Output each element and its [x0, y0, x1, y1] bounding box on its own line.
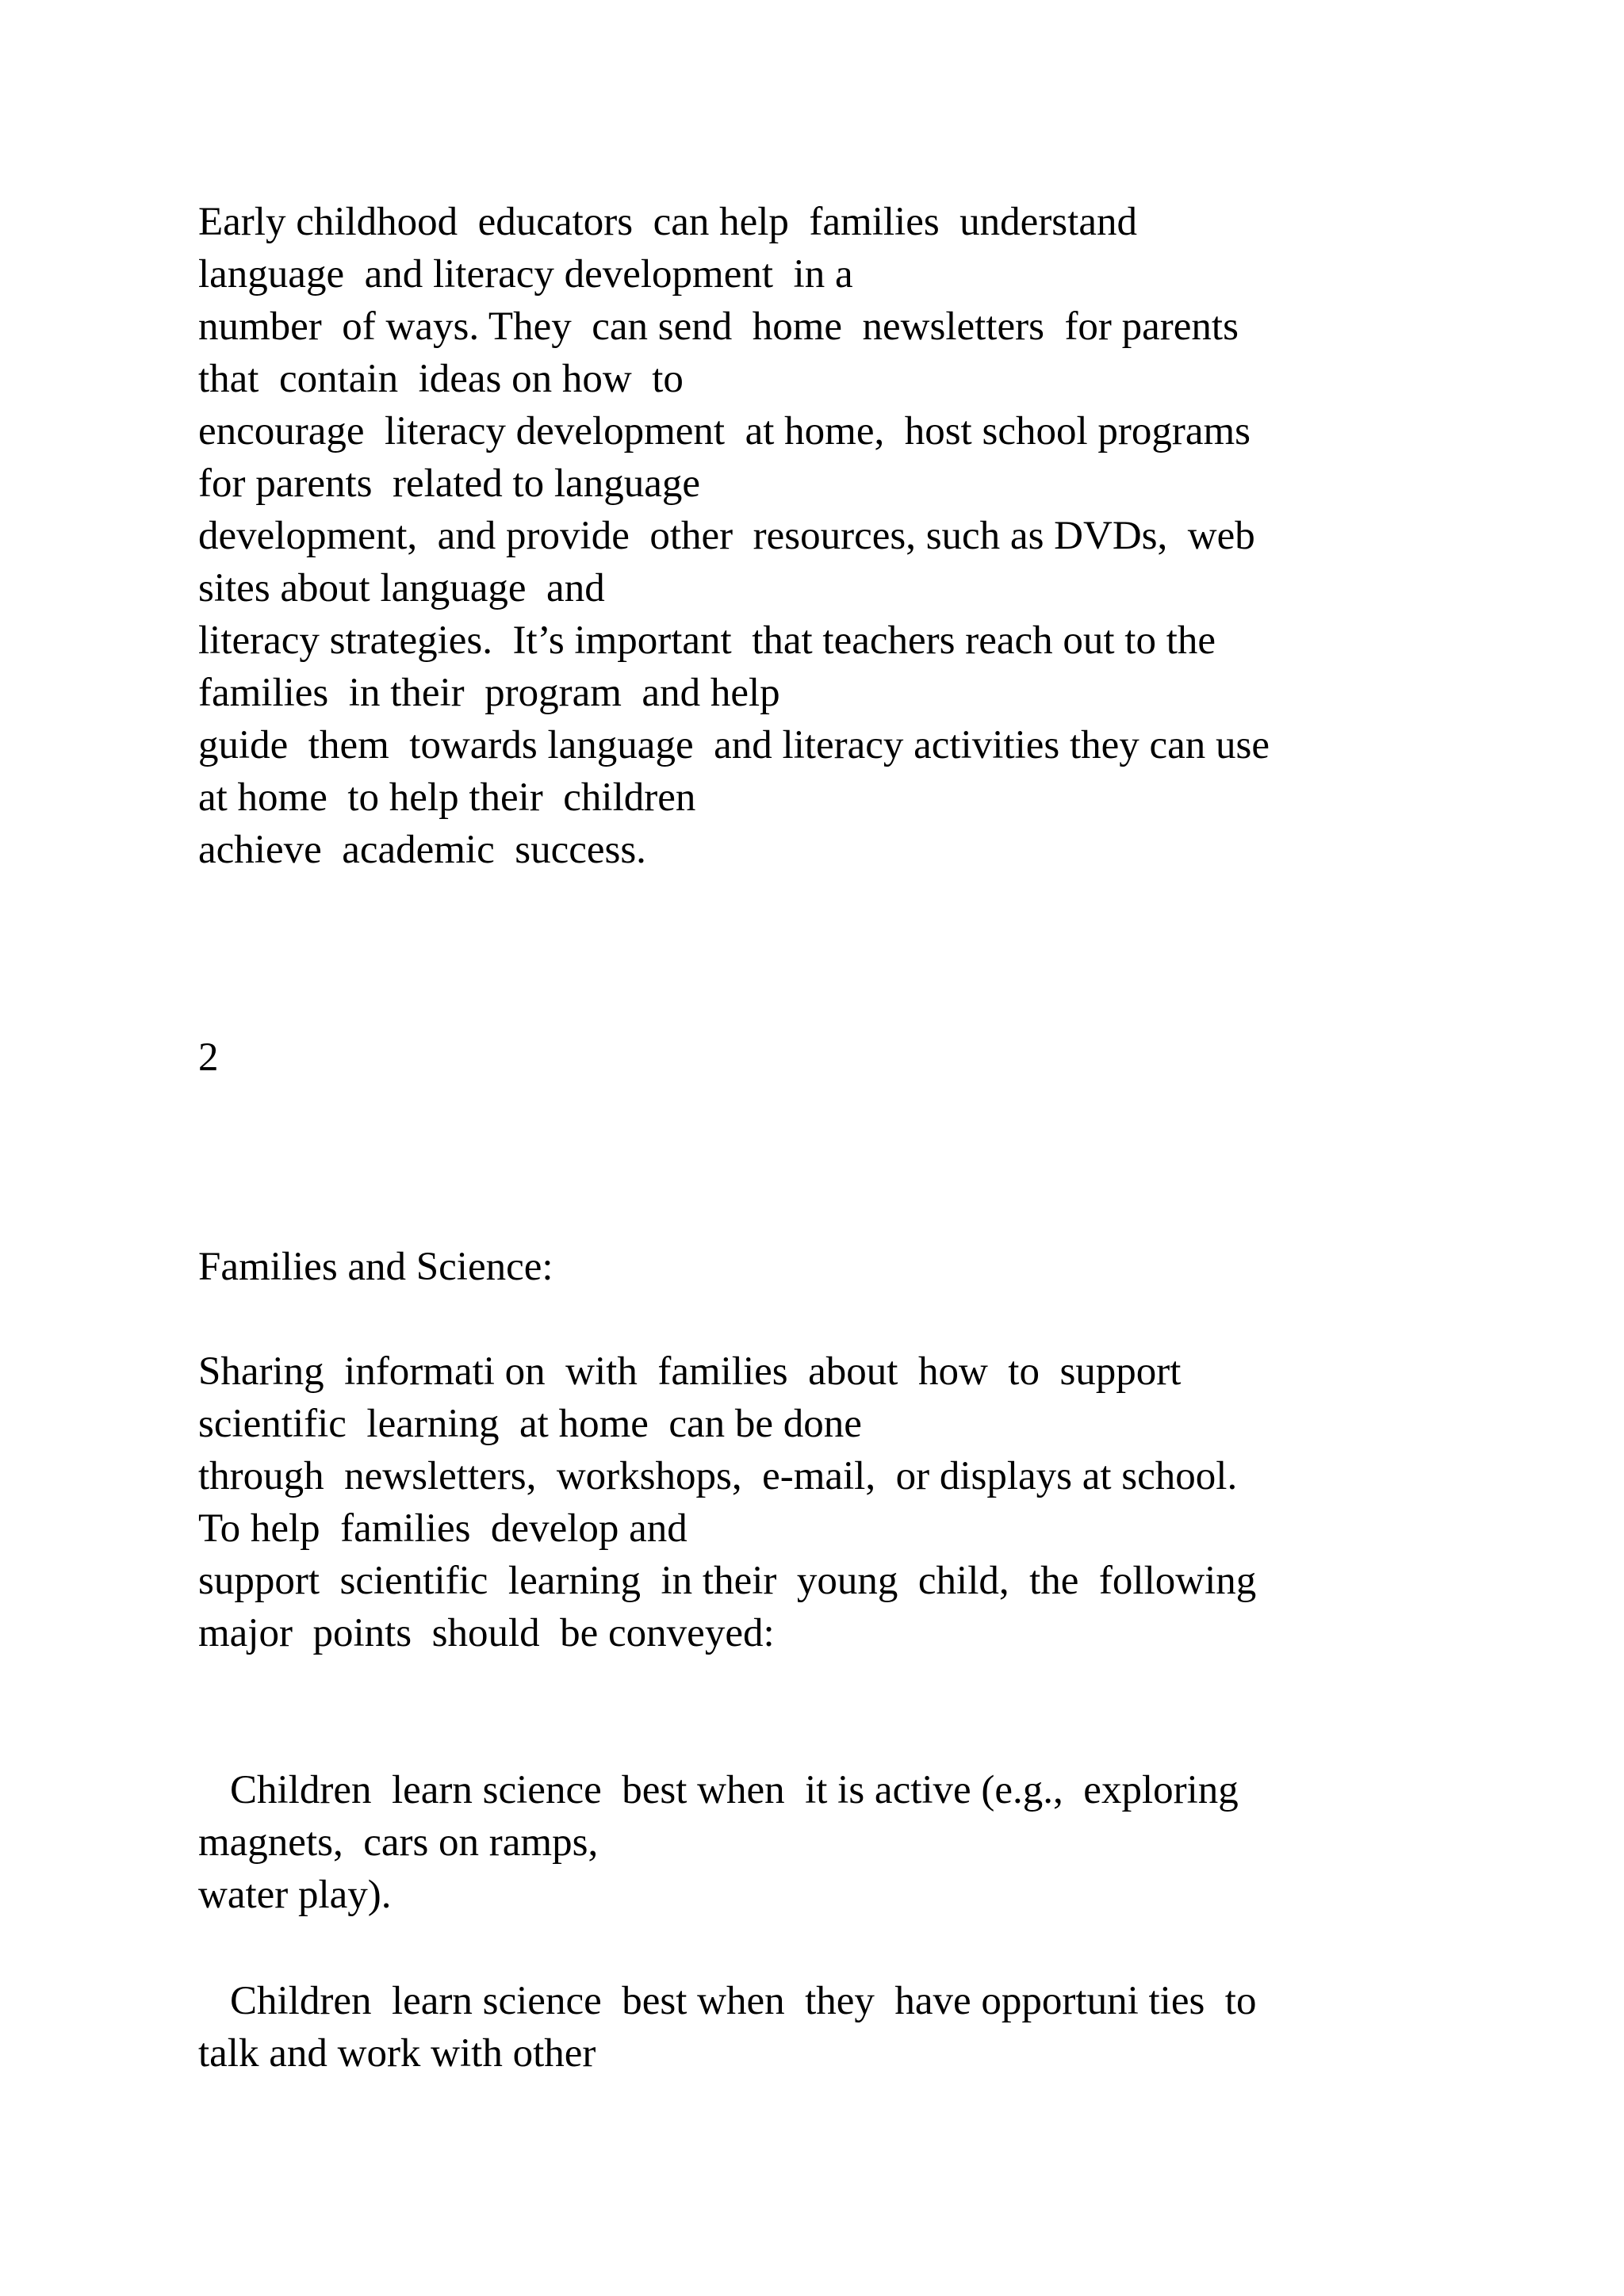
- paragraph-line: achieve academic success.: [198, 828, 646, 872]
- bullet-item: [198, 1975, 1546, 2080]
- paragraph-line: sites about language and: [198, 566, 605, 610]
- bullet-line: talk and work with other: [198, 2031, 596, 2076]
- paragraph-line: encourage literacy development at home, host school programs: [198, 409, 1251, 453]
- bullet-line: [198, 1764, 1546, 1816]
- paragraph-line: guide them towards language and literacy activities they can use: [198, 723, 1270, 767]
- paragraph-line: families in their program and help: [198, 671, 780, 715]
- paragraph-line: Sharing informati on with families about how to support: [198, 1349, 1182, 1394]
- bullet-line: magnets, cars on ramps,: [198, 1820, 599, 1865]
- paragraph-line: Early childhood educators can help families understand: [198, 200, 1137, 244]
- paragraph-families-science: [198, 1345, 1546, 1659]
- paragraph-line: support scientific learning in their young child, the following: [198, 1559, 1257, 1603]
- bullet-line: water play).: [198, 1873, 392, 1917]
- paragraph-line: for parents related to language: [198, 461, 700, 506]
- paragraph-literacy-development: [198, 196, 1546, 876]
- bullet-text: Children learn science best when they have opportuni ties to: [230, 1979, 1257, 2023]
- paragraph-line: literacy strategies. It’s important that teachers reach out to the: [198, 618, 1216, 663]
- paragraph-line: through newsletters, workshops, e-mail, or displays at school.: [198, 1454, 1238, 1498]
- paragraph-line: language and literacy development in a: [198, 252, 853, 297]
- paragraph-line: at home to help their children: [198, 775, 696, 820]
- paragraph-line: number of ways. They can send home newsletters for parents: [198, 304, 1239, 349]
- paragraph-line: scientific learning at home can be done: [198, 1402, 862, 1446]
- paragraph-line: To help families develop and: [198, 1506, 688, 1551]
- section-heading: Families and Science:: [198, 1245, 553, 1289]
- page-number: 2: [198, 1035, 219, 1080]
- paragraph-line: that contain ideas on how to: [198, 357, 684, 401]
- bullet-line: [198, 1975, 1546, 2027]
- paragraph-line: major points should be conveyed:: [198, 1611, 775, 1655]
- paragraph-line: development, and provide other resources, such as DVDs, web: [198, 514, 1255, 558]
- bullet-item: [198, 1764, 1546, 1921]
- bullet-text: Children learn science best when it is active (e.g., exploring: [230, 1768, 1239, 1812]
